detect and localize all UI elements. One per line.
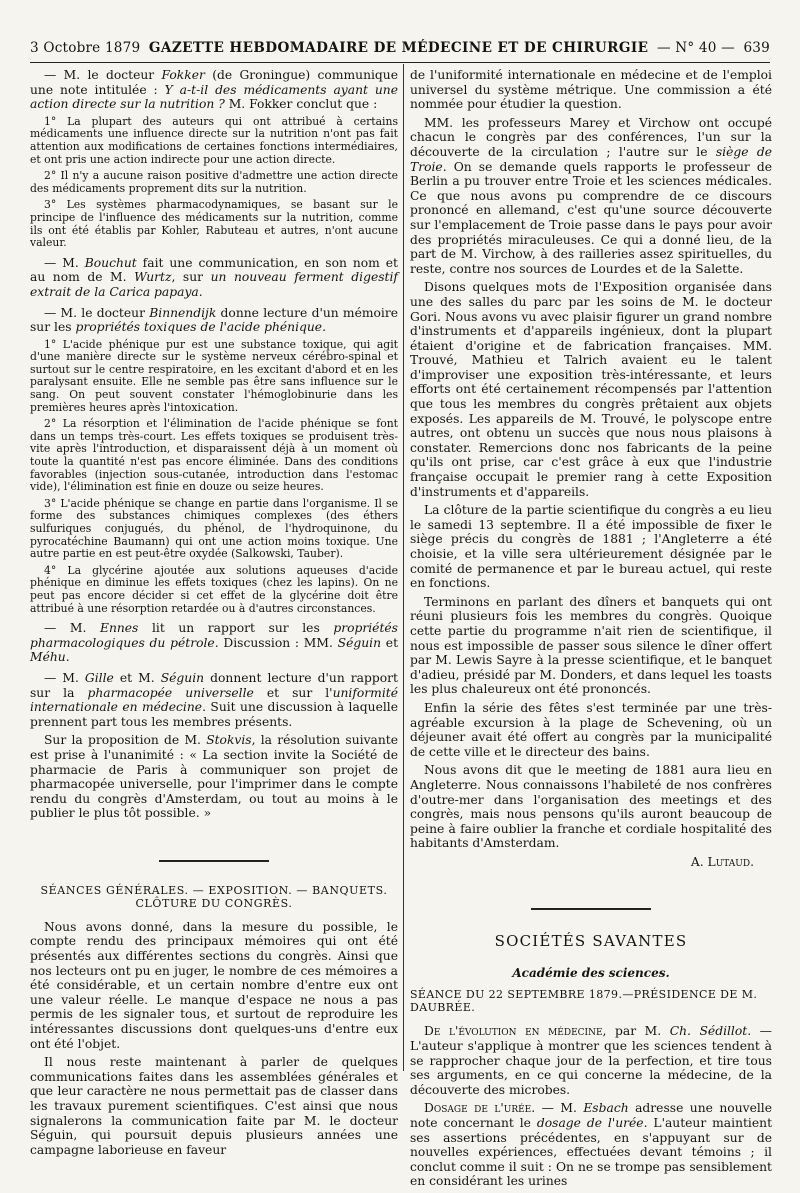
fokker-point: 1° La plupart des auteurs qui ont attribué à certains médicaments une influence directe sur la nutrition n'ont pas fait attention aux modifications de certaines fonctions intermédiaires, et ont pris une action indirecte pour une action directe. (30, 114, 398, 166)
seances-heading: SÉANCES GÉNÉRALES. — EXPOSITION. — BANQUETS. CLÔTURE DU CONGRÈS. (40, 883, 388, 910)
author-signature: A. Lutaud. (690, 854, 754, 869)
seances-paragraph: Nous avons donné, dans la mesure du possible, le compte rendu des principaux mémoires qui ont été présentés aux différentes sections du congrès. Ainsi que nos lecteurs ont pu en juger, le nombre de ces mémoires a été considérable, et un certain nombre d'entre eux ont une valeur réelle. Le manque d'espace ne nous a pas permis de les signaler tous, et surtout de reproduire les intéressantes discussions dont quelques-uns d'entre eux ont été l'objet. (30, 919, 398, 1051)
fokker-point: 2° Il n'y a aucune raison positive d'admettre une action directe des médicaments proprement dits sur la nutrition. (30, 169, 398, 195)
column-divider (403, 64, 404, 1071)
seance-line: SÉANCE DU 22 SEPTEMBRE 1879.—PRÉSIDENCE DE M. DAUBRÉE. (410, 988, 758, 1015)
left-column (30, 68, 398, 1161)
fokker-point: 3° Les systèmes pharmacodynamiques, se basant sur le principe de l'influence des médicaments sur la nutrition, comme ils ont été établis par Kohler, Rabuteau et autres, n'ont aucune valeur. (30, 198, 398, 250)
journal-title: GAZETTE HEBDOMADAIRE DE MÉDECINE ET DE CHIRURGIE (148, 40, 649, 56)
academie-heading: Académie des sciences. (512, 966, 670, 981)
societes-heading: SOCIÉTÉS SAVANTES (494, 932, 688, 951)
phenique-point: 1° L'acide phénique pur est une substance toxique, qui agit d'une manière directe sur le système nerveux cérébro-spinal et surtout sur le centre respiratoire, en les excitant d'abord et en les paralysant ensuite. Elle ne semble pas être sans influence sur le sang. On peut souvent constater l'hémoglobinurie dans les premières heures après l'intoxication. (30, 337, 398, 414)
header-rule (30, 62, 770, 63)
gille-paragraph: — M. Gille et M. Séguin donnent lecture d'un rapport sur la pharmacopée universelle et sur l'uniformité internationale en médecine. Suit une discussion à laquelle prennent part tous les membres présents. (30, 670, 398, 729)
phenique-point: 4° La glycérine ajoutée aux solutions aqueuses d'acide phénique en diminue les effets toxiques (chez les lapins). On ne peut pas encore décider si cet effet de la glycérine doit être attribué à une résorption retardée ou à d'autres circonstances. (30, 563, 398, 615)
phenique-point: 3° L'acide phénique se change en partie dans l'organisme. Il se forme des substances chimiques complexes (des éthers sulfuriques conjugués, du phénol, de l'hydroquinone, du pyrocatéchine Baumann) qui ont une action moins toxique. Une autre partie en est peut-être oxydée (Salkowski, Tauber). (30, 496, 398, 561)
conferences-paragraph: MM. les professeurs Marey et Virchow ont occupé chacun le congrès par des conférences, l'un sur la découverte de la circulation ; l'autre sur le siège de Troie. On se demande quels rapports le professeur de Berlin a pu trouver entre Troie et les sciences médicales. Ce que nous avons pu comprendre de ce discours prononcé en allemand, c'est qu'une source découverte sur l'emplacement de Troie passe dans le pays pour avoir des propriétés miraculeuses. Ce qui a donné lieu, de la part de M. Virchow, à des railleries assez spirituelles, du reste, contre nos sources de Lourdes et de la Salette. (410, 115, 772, 276)
section-separator (30, 847, 398, 866)
page-number: 639 (743, 40, 770, 56)
stokvis-paragraph: Sur la proposition de M. Stokvis, la résolution suivante est prise à l'unanimité : « La section invite la Société de pharmacie de Paris à communiquer son projet de pharmacopée universelle, pour l'imprimer dans le compte rendu du congrès d'Amsterdam, ou tout au moins à le publier le plus tôt possible. » (30, 733, 398, 821)
banquets-paragraph: Terminons en parlant des dîners et banquets qui ont réuni plusieurs fois les membres du congrès. Quoique cette partie du programme n'ait rien de scientifique, il nous est impossible de passer sous silence le dîner offert par M. Lewis Sayre à la presse scientifique, et le banquet d'adieu, présidé par M. Donders, et dans lequel les toasts les plus chaleureux ont été prononcés. (410, 594, 772, 697)
binnendijk-paragraph: — M. le docteur Binnendijk donne lecture d'un mémoire sur les propriétés toxiques de l'acide phénique. (30, 305, 399, 335)
right-column (410, 68, 772, 1193)
continued-paragraph: de l'uniformité internationale en médecine et de l'emploi universel du système métrique. Une commission a été nommée pour étudier la question. (410, 68, 772, 112)
section-separator (410, 895, 772, 914)
fokker-paragraph: — M. le docteur Fokker (de Groningue) communique une note intitulée : Y a-t-il des médicaments ayant une action directe sur la nutrition ? M. Fokker conclut que : (30, 68, 398, 112)
header-date: 3 Octobre 1879 (30, 40, 141, 56)
exposition-paragraph: Disons quelques mots de l'Exposition organisée dans une des salles du parc par les soins de M. le docteur Gori. Nous avons vu avec plaisir figurer un grand nombre d'instruments et d'appareils ingénieux, dont la plupart étaient d'origine et de fabrication françaises. MM. Trouvé, Mathieu et Talrich avaient eu le talent d'improviser une exposition très-intéressante, et leurs efforts ont été certainement récompensés par l'attention que tous les membres du congrès prêtaient aux objets exposés. Les appareils de M. Trouvé, le polyscope entre autres, ont obtenu un succès que nous nous plaisons à constater. Remercions donc nos fabricants de la peine qu'ils ont prise, car c'est grâce à eux que l'industrie française occupait le premier rang à cette Exposition d'instruments et d'appareils. (410, 280, 772, 499)
phenique-point: 2° La résorption et l'élimination de l'acide phénique se font dans un temps très-court. Les effets toxiques se produisent très-vite après l'introduction, et disparaissent déjà à un moment où toute la quantité n'est pas encore éliminée. Dans des conditions favorables (injection sous-cutanée, introduction dans l'estomac vide), l'élimination est finie en douze ou seize heures. (30, 417, 398, 494)
evolution-paragraph: De l'évolution en médecine, par M. Ch. Sédillot. — L'auteur s'applique à montrer que les sciences tendent à se rapprocher chaque jour de la perfection, et tire tous ses arguments, en ce qui concerne la médecine, de la découverte des microbes. (410, 1024, 772, 1097)
bouchut-paragraph: — M. Bouchut fait une communication, en son nom et au nom de M. Wurtz, sur un nouveau ferment digestif extrait de la Carica papaya. (30, 255, 398, 299)
fokker-conclusions (30, 116, 398, 250)
cloture-paragraph: La clôture de la partie scientifique du congrès a eu lieu le samedi 13 septembre. Il a été impossible de fixer le siège précis du congrès de 1881 ; l'Angleterre a été choisie, et la ville sera ultérieurement désignée par le comité de permanence et par le bureau actuel, qui reste en fonctions. (410, 503, 772, 591)
uree-paragraph: Dosage de l'urée. — M. Esbach adresse une nouvelle note concernant le dosage de l'urée. L'auteur maintient ses assertions précédentes, en s'appuyant sur de nouvelles expériences, effectuées devant témoins ; il conclut comme il suit : On ne se trompe pas sensiblement en considérant les urines (410, 1101, 773, 1189)
meeting-paragraph: Nous avons dit que le meeting de 1881 aura lieu en Angleterre. Nous connaissons l'habileté de nos confrères d'outre-mer dans l'organisation des meetings et des congrès, mais nous pensons qu'ils auront beaucoup de peine à faire oublier la franche et cordiale hospitalité des habitants d'Amsterdam. (410, 763, 772, 851)
ennes-paragraph: — M. Ennes lit un rapport sur les propriétés pharmacologiques du pétrole. Discussion : MM. Séguin et Méhu. (30, 621, 399, 665)
phenique-conclusions (30, 339, 398, 615)
seances-paragraph: Il nous reste maintenant à parler de quelques communications faites dans les assemblées générales et que leur caractère ne nous permettait pas de classer dans les travaux purement scientifiques. C'est ainsi que nous signalerons la communication faite par M. le docteur Séguin, qui poursuit depuis plusieurs années une campagne laborieuse en faveur (30, 1055, 398, 1157)
fetes-paragraph: Enfin la série des fêtes s'est terminée par une très-agréable excursion à la plage de Schevening, où un déjeuner avait été offert au congrès par la municipalité de cette ville et le directeur des bains. (410, 700, 772, 759)
issue-number: — N° 40 — (656, 40, 735, 56)
page-header (30, 40, 770, 62)
